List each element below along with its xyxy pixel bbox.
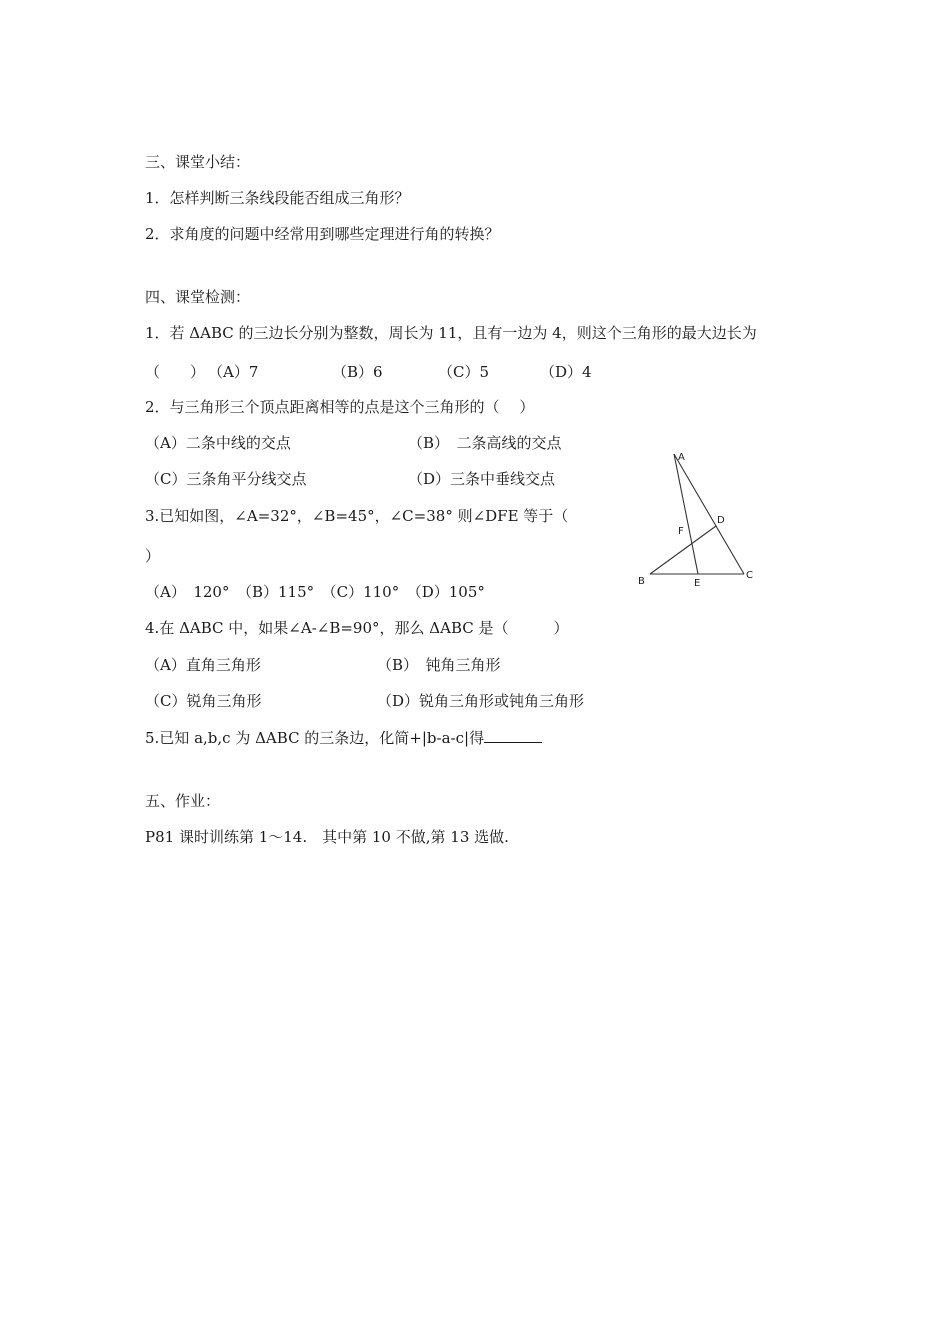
segment-ae [674,454,698,574]
quiz-q3-options: （A） 120° （B）115° （C）110° （D）105° [145,583,485,601]
quiz-q4-stem: 4.在 ΔABC 中，如果∠A-∠B=90°，那么 ΔABC 是（ ） [145,619,569,637]
quiz-q2-option-d: （D）三条中垂线交点 [408,470,556,488]
section-heading-homework: 五、作业： [145,792,221,810]
quiz-q1-stem: 1．若 ΔABC 的三边长分别为整数，周长为 11，且有一边为 4，则这个三角形的最大边长为 [145,324,757,342]
summary-question-1: 1．怎样判断三条线段能否组成三角形？ [145,189,410,207]
answer-blank [484,728,542,743]
quiz-q2-option-c: （C）三条角平分线交点 [145,470,307,488]
quiz-q1-option-c: （C）5 [438,363,490,381]
section-heading-summary: 三、课堂小结： [145,153,251,171]
quiz-q4-option-b: （B） 钝角三角形 [377,656,501,674]
quiz-q1-option-d: （D）4 [540,363,592,381]
quiz-q2-option-a: （A）二条中线的交点 [145,434,291,452]
section-heading-quiz: 四、课堂检测： [145,288,251,306]
triangle-diagram [636,448,756,592]
label-b: B [638,576,645,587]
quiz-q3-stem-cont: ） [145,547,161,565]
side-ac [674,454,744,574]
quiz-q5 [145,728,542,748]
label-a: A [678,452,685,463]
quiz-q5-stem: 5.已知 a,b,c 为 ΔABC 的三条边，化简+|b-a-c|得 [145,729,485,747]
label-c: C [746,570,753,581]
label-d: D [717,515,725,526]
triangle-figure [636,448,756,592]
label-e: E [694,578,701,589]
quiz-q1-option-b: （B）6 [332,363,383,381]
homework-text: P81 课时训练第 1～14. 其中第 10 不做,第 13 选做. [145,828,509,846]
summary-question-2: 2．求角度的问题中经常用到哪些定理进行角的转换？ [145,225,500,243]
quiz-q4-option-d: （D）锐角三角形或钝角三角形 [377,692,585,710]
quiz-q1-paren: （ ） [145,363,206,381]
quiz-q1-option-a: （A）7 [208,363,259,381]
quiz-q4-option-c: （C）锐角三角形 [145,692,262,710]
label-f: F [678,526,684,537]
quiz-q2-stem: 2．与三角形三个顶点距离相等的点是这个三角形的（ ） [145,398,535,416]
quiz-q2-option-b: （B） 二条高线的交点 [408,434,562,452]
quiz-q3-stem: 3.已知如图，∠A=32°，∠B=45°，∠C=38° 则∠DFE 等于（ [145,507,569,525]
quiz-q4-option-a: （A）直角三角形 [145,656,261,674]
